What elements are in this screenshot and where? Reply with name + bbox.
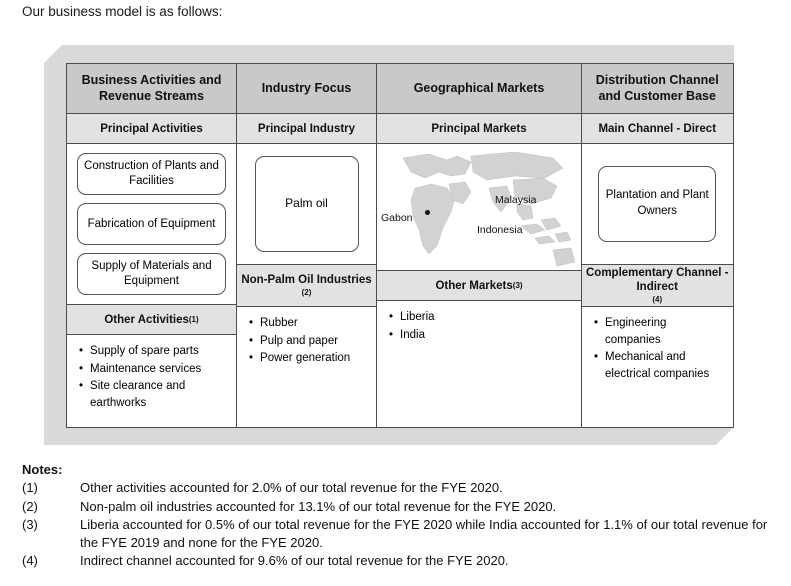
world-map-icon (385, 150, 575, 271)
activity-box: Fabrication of Equipment (77, 203, 226, 245)
bullet-dot: • (594, 351, 599, 364)
principal-markets-map-cell (377, 144, 581, 271)
list-item (594, 315, 725, 348)
column-header: Business Activities and Revenue Streams (67, 64, 236, 114)
note-item (22, 552, 774, 570)
note-text: Non-palm oil industries accounted for 13.1% of our total revenue for the FYE 2020. (80, 498, 557, 514)
bullet-dot: • (79, 380, 84, 393)
gabon-marker-icon (425, 210, 430, 215)
other-activities-cell (67, 335, 236, 427)
list-item-label: Engineering companies (605, 317, 667, 346)
note-item (22, 479, 774, 497)
customer-box: Plantation and Plant Owners (598, 166, 716, 242)
main-channel-cell (582, 144, 733, 265)
notes-section (22, 462, 774, 571)
industry-box: Palm oil (255, 156, 359, 252)
business-model-diagram (44, 45, 756, 450)
column-second-subheader: Complementary Channel - Indirect (4) (582, 265, 733, 307)
column-second-subheader: Non-Palm Oil Industries (2) (237, 265, 376, 307)
list-item-label: Site clearance and earthworks (90, 380, 186, 410)
intro-text: Our business model is as follows: (22, 4, 223, 19)
bullet-dot: • (249, 317, 254, 329)
column-subheader: Main Channel - Direct (582, 114, 733, 144)
list-item (79, 361, 228, 378)
list-item (79, 343, 228, 360)
map-label-indonesia: Indonesia (477, 224, 523, 236)
activity-box: Construction of Plants and Facilities (77, 153, 226, 195)
note-text: Other activities accounted for 2.0% of our total revenue for the FYE 2020. (80, 480, 503, 495)
list-item (249, 350, 368, 367)
note-number: (2) (22, 498, 38, 514)
notes-title: Notes: (22, 462, 63, 477)
bullet-dot: • (79, 362, 84, 375)
column-second-subheader: Other Markets (3) (377, 271, 581, 301)
column-subheader: Principal Industry (237, 114, 376, 144)
map-label-gabon: Gabon (381, 212, 413, 224)
note-number: (3) (22, 517, 38, 533)
list-item (249, 315, 368, 332)
list-item-label: Pulp and paper (260, 334, 339, 347)
map-label-malaysia: Malaysia (495, 194, 537, 206)
note-item (22, 516, 774, 551)
list-item (389, 327, 573, 344)
note-text: Liberia accounted for 0.5% of our total revenue for the FYE 2020 while India accounted for 1.1% of our total revenue for the FYE 2019 and none for the FYE 2020. (80, 517, 768, 550)
bullet-dot: • (389, 328, 394, 341)
list-item-label: Rubber (260, 317, 298, 329)
note-number: (1) (22, 480, 38, 495)
activity-box: Supply of Materials and Equipment (77, 253, 226, 295)
list-item (79, 378, 228, 411)
principal-industry-cell (237, 144, 376, 265)
column-distribution-channel (582, 64, 733, 427)
list-item (249, 333, 368, 350)
bullet-dot: • (594, 317, 599, 329)
complementary-channel-cell (582, 307, 733, 427)
list-item-label: India (400, 328, 425, 341)
list-item-label: Supply of spare parts (90, 345, 199, 357)
list-item-label: Power generation (260, 352, 351, 365)
principal-activities-cell (67, 144, 236, 305)
list-item-label: Maintenance services (90, 362, 202, 375)
note-item (22, 498, 774, 516)
list-item (594, 349, 725, 382)
list-item-label: Liberia (400, 311, 435, 323)
diagram-table (66, 63, 734, 428)
note-text: Indirect channel accounted for 9.6% of our total revenue for the FYE 2020. (80, 553, 509, 569)
column-second-subheader: Other Activities (1) (67, 305, 236, 335)
column-geographical-markets (377, 64, 582, 427)
column-industry-focus (237, 64, 377, 427)
other-markets-cell (377, 301, 581, 427)
list-item (389, 309, 573, 326)
bullet-dot: • (249, 334, 254, 347)
non-palm-industries-cell (237, 307, 376, 427)
list-item-label: Mechanical and electrical companies (605, 351, 710, 381)
column-header: Distribution Channel and Customer Base (582, 64, 733, 114)
bullet-dot: • (249, 352, 254, 365)
note-number: (4) (22, 553, 38, 569)
column-subheader: Principal Markets (377, 114, 581, 144)
column-header: Industry Focus (237, 64, 376, 114)
bullet-dot: • (389, 311, 394, 323)
bullet-dot: • (79, 345, 84, 357)
column-header: Geographical Markets (377, 64, 581, 114)
column-business-activities (67, 64, 237, 427)
column-subheader: Principal Activities (67, 114, 236, 144)
